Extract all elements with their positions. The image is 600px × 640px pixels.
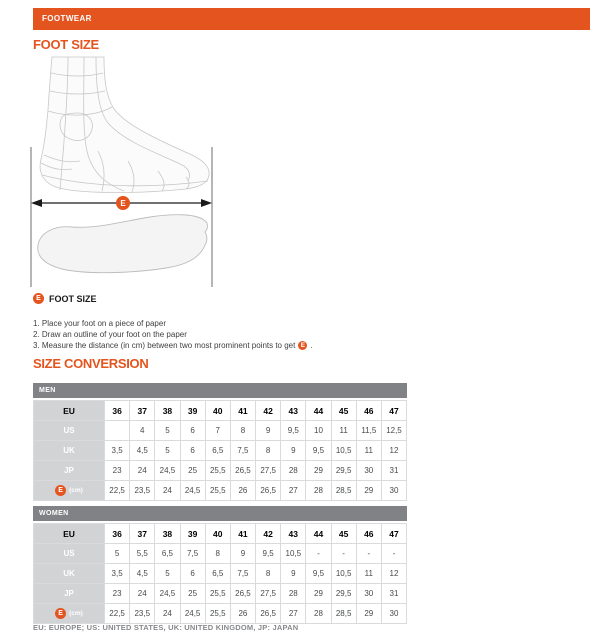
table-body bbox=[33, 523, 407, 624]
size-cell: 24 bbox=[154, 481, 179, 500]
size-cell: 41 bbox=[230, 401, 255, 420]
size-cell: - bbox=[305, 544, 330, 563]
size-cell: 3,5 bbox=[104, 441, 129, 460]
size-cell: 24,5 bbox=[180, 481, 205, 500]
foot-outline-illustration bbox=[38, 215, 208, 273]
table-row-jp bbox=[34, 461, 406, 481]
size-cell: 9,5 bbox=[255, 544, 280, 563]
table-row-us bbox=[34, 421, 406, 441]
size-cell: 9 bbox=[280, 441, 305, 460]
size-cell: 5,5 bbox=[129, 544, 154, 563]
size-cell: 9 bbox=[230, 544, 255, 563]
size-conversion-heading: SIZE CONVERSION bbox=[33, 356, 149, 371]
e-badge-icon: E bbox=[298, 341, 307, 350]
size-cell: 26,5 bbox=[255, 481, 280, 500]
size-cell: 24 bbox=[154, 604, 179, 623]
size-cell: 36 bbox=[104, 524, 129, 543]
size-cell: 8 bbox=[230, 421, 255, 440]
size-cell: 7 bbox=[205, 421, 230, 440]
size-cell: 24 bbox=[129, 461, 154, 480]
size-cell: 5 bbox=[154, 421, 179, 440]
table-row-e-cm bbox=[34, 481, 406, 500]
size-cell: 45 bbox=[331, 401, 356, 420]
size-cell: 4,5 bbox=[129, 441, 154, 460]
row-label: EU bbox=[34, 524, 104, 543]
size-cell: 6,5 bbox=[205, 441, 230, 460]
size-cell: 31 bbox=[381, 584, 406, 603]
row-label: EU bbox=[34, 401, 104, 420]
size-cell: 29,5 bbox=[331, 584, 356, 603]
size-cell: 25 bbox=[180, 461, 205, 480]
size-cell: 26,5 bbox=[230, 584, 255, 603]
size-cell: 9,5 bbox=[280, 421, 305, 440]
e-caption bbox=[33, 293, 97, 304]
row-label-suffix: (cm) bbox=[69, 610, 83, 617]
size-cell: 42 bbox=[255, 524, 280, 543]
row-label: US bbox=[34, 421, 104, 440]
size-cell: 6 bbox=[180, 564, 205, 583]
size-cell: 29,5 bbox=[331, 461, 356, 480]
size-cell: 29 bbox=[305, 461, 330, 480]
size-cell: 26,5 bbox=[255, 604, 280, 623]
e-badge-icon: E bbox=[55, 608, 66, 619]
table-row-us bbox=[34, 544, 406, 564]
size-cell: 43 bbox=[280, 401, 305, 420]
size-cell: 27,5 bbox=[255, 461, 280, 480]
size-cell: 39 bbox=[180, 524, 205, 543]
size-cell: 25,5 bbox=[205, 604, 230, 623]
size-cell: 25,5 bbox=[205, 461, 230, 480]
size-cell: 5 bbox=[104, 544, 129, 563]
women-size-table bbox=[33, 506, 407, 624]
size-cell: - bbox=[381, 544, 406, 563]
size-cell: 37 bbox=[129, 524, 154, 543]
instruction-step-3-text: 3. Measure the distance (in cm) between two most prominent points to get bbox=[33, 341, 296, 350]
instruction-step-3-end: . bbox=[310, 341, 313, 350]
foot-size-heading: FOOT SIZE bbox=[33, 37, 99, 52]
row-label-e-cm bbox=[34, 604, 104, 623]
size-cell: 8 bbox=[255, 564, 280, 583]
size-cell: 8 bbox=[205, 544, 230, 563]
table-row-jp bbox=[34, 584, 406, 604]
size-cell: 26 bbox=[230, 604, 255, 623]
size-cell: 29 bbox=[356, 604, 381, 623]
size-cell: 29 bbox=[356, 481, 381, 500]
size-cell: 23 bbox=[104, 584, 129, 603]
size-cell: 22,5 bbox=[104, 481, 129, 500]
men-size-table bbox=[33, 383, 407, 501]
row-label: JP bbox=[34, 584, 104, 603]
size-cell: 38 bbox=[154, 401, 179, 420]
size-cell: 12 bbox=[381, 441, 406, 460]
size-cell: 23,5 bbox=[129, 604, 154, 623]
size-cell: 10 bbox=[305, 421, 330, 440]
size-cell: 24,5 bbox=[154, 461, 179, 480]
size-cell: 11 bbox=[331, 421, 356, 440]
size-cell: 24,5 bbox=[180, 604, 205, 623]
size-cell bbox=[104, 421, 129, 440]
size-cell: 28,5 bbox=[331, 481, 356, 500]
size-cell: 26 bbox=[230, 481, 255, 500]
size-cell: 11,5 bbox=[356, 421, 381, 440]
size-cell: 44 bbox=[305, 401, 330, 420]
table-row-e-cm bbox=[34, 604, 406, 623]
size-cell: 7,5 bbox=[230, 564, 255, 583]
row-label: UK bbox=[34, 441, 104, 460]
size-cell: 46 bbox=[356, 401, 381, 420]
table-row-eu bbox=[34, 524, 406, 544]
e-measure-badge-icon bbox=[116, 196, 130, 210]
size-cell: 42 bbox=[255, 401, 280, 420]
size-cell: 23 bbox=[104, 461, 129, 480]
size-cell: 38 bbox=[154, 524, 179, 543]
size-cell: 25,5 bbox=[205, 481, 230, 500]
size-cell: 27 bbox=[280, 604, 305, 623]
size-cell: 45 bbox=[331, 524, 356, 543]
size-cell: 26,5 bbox=[230, 461, 255, 480]
row-label: UK bbox=[34, 564, 104, 583]
row-label: JP bbox=[34, 461, 104, 480]
size-cell: 23,5 bbox=[129, 481, 154, 500]
size-cell: 28 bbox=[305, 481, 330, 500]
row-label-suffix: (cm) bbox=[69, 487, 83, 494]
table-title-women: WOMEN bbox=[33, 506, 407, 521]
size-cell: 28 bbox=[280, 584, 305, 603]
size-cell: 3,5 bbox=[104, 564, 129, 583]
size-cell: 6,5 bbox=[205, 564, 230, 583]
size-cell: 7,5 bbox=[180, 544, 205, 563]
size-cell: 10,5 bbox=[331, 441, 356, 460]
size-cell: - bbox=[331, 544, 356, 563]
region-legend-note: EU: EUROPE; US: UNITED STATES, UK: UNITED KINGDOM, JP: JAPAN bbox=[33, 623, 299, 632]
size-cell: 25,5 bbox=[205, 584, 230, 603]
size-cell: 46 bbox=[356, 524, 381, 543]
size-cell: - bbox=[356, 544, 381, 563]
size-cell: 24,5 bbox=[154, 584, 179, 603]
table-body bbox=[33, 400, 407, 501]
table-row-uk bbox=[34, 441, 406, 461]
size-cell: 4 bbox=[129, 421, 154, 440]
size-cell: 9,5 bbox=[305, 564, 330, 583]
size-cell: 30 bbox=[356, 461, 381, 480]
size-cell: 10,5 bbox=[280, 544, 305, 563]
size-cell: 22,5 bbox=[104, 604, 129, 623]
e-caption-label: FOOT SIZE bbox=[49, 293, 97, 304]
size-cell: 28 bbox=[305, 604, 330, 623]
size-cell: 10,5 bbox=[331, 564, 356, 583]
size-cell: 44 bbox=[305, 524, 330, 543]
size-cell: 40 bbox=[205, 401, 230, 420]
table-row-uk bbox=[34, 564, 406, 584]
size-cell: 6 bbox=[180, 441, 205, 460]
instruction-step-3 bbox=[33, 340, 313, 351]
size-cell: 5 bbox=[154, 441, 179, 460]
size-cell: 28,5 bbox=[331, 604, 356, 623]
size-cell: 9,5 bbox=[305, 441, 330, 460]
instruction-step-2: 2. Draw an outline of your foot on the paper bbox=[33, 330, 187, 339]
size-cell: 30 bbox=[381, 604, 406, 623]
size-cell: 39 bbox=[180, 401, 205, 420]
size-cell: 29 bbox=[305, 584, 330, 603]
size-cell: 40 bbox=[205, 524, 230, 543]
foot-wireframe-illustration bbox=[40, 57, 209, 193]
table-row-eu bbox=[34, 401, 406, 421]
size-cell: 6 bbox=[180, 421, 205, 440]
row-label: US bbox=[34, 544, 104, 563]
size-cell: 43 bbox=[280, 524, 305, 543]
foot-measurement-diagram bbox=[28, 55, 218, 292]
size-cell: 11 bbox=[356, 441, 381, 460]
e-badge-icon: E bbox=[33, 293, 44, 304]
size-cell: 47 bbox=[381, 401, 406, 420]
size-cell: 5 bbox=[154, 564, 179, 583]
size-cell: 30 bbox=[381, 481, 406, 500]
section-header-bar: FOOTWEAR bbox=[33, 8, 590, 30]
size-cell: 47 bbox=[381, 524, 406, 543]
size-cell: 27,5 bbox=[255, 584, 280, 603]
size-cell: 36 bbox=[104, 401, 129, 420]
size-cell: 8 bbox=[255, 441, 280, 460]
foot-diagram-svg bbox=[28, 55, 218, 292]
size-cell: 7,5 bbox=[230, 441, 255, 460]
size-cell: 30 bbox=[356, 584, 381, 603]
size-cell: 27 bbox=[280, 481, 305, 500]
size-cell: 25 bbox=[180, 584, 205, 603]
size-cell: 9 bbox=[255, 421, 280, 440]
size-cell: 31 bbox=[381, 461, 406, 480]
row-label-e-cm bbox=[34, 481, 104, 500]
size-cell: 12,5 bbox=[381, 421, 406, 440]
size-cell: 6,5 bbox=[154, 544, 179, 563]
size-cell: 4,5 bbox=[129, 564, 154, 583]
size-cell: 41 bbox=[230, 524, 255, 543]
e-measure-badge-label: E bbox=[120, 199, 126, 208]
size-cell: 24 bbox=[129, 584, 154, 603]
size-cell: 11 bbox=[356, 564, 381, 583]
table-title-men: MEN bbox=[33, 383, 407, 398]
size-cell: 37 bbox=[129, 401, 154, 420]
e-badge-icon: E bbox=[55, 485, 66, 496]
measuring-instructions bbox=[33, 318, 313, 351]
size-cell: 9 bbox=[280, 564, 305, 583]
instruction-step-1: 1. Place your foot on a piece of paper bbox=[33, 319, 166, 328]
size-cell: 12 bbox=[381, 564, 406, 583]
size-cell: 28 bbox=[280, 461, 305, 480]
